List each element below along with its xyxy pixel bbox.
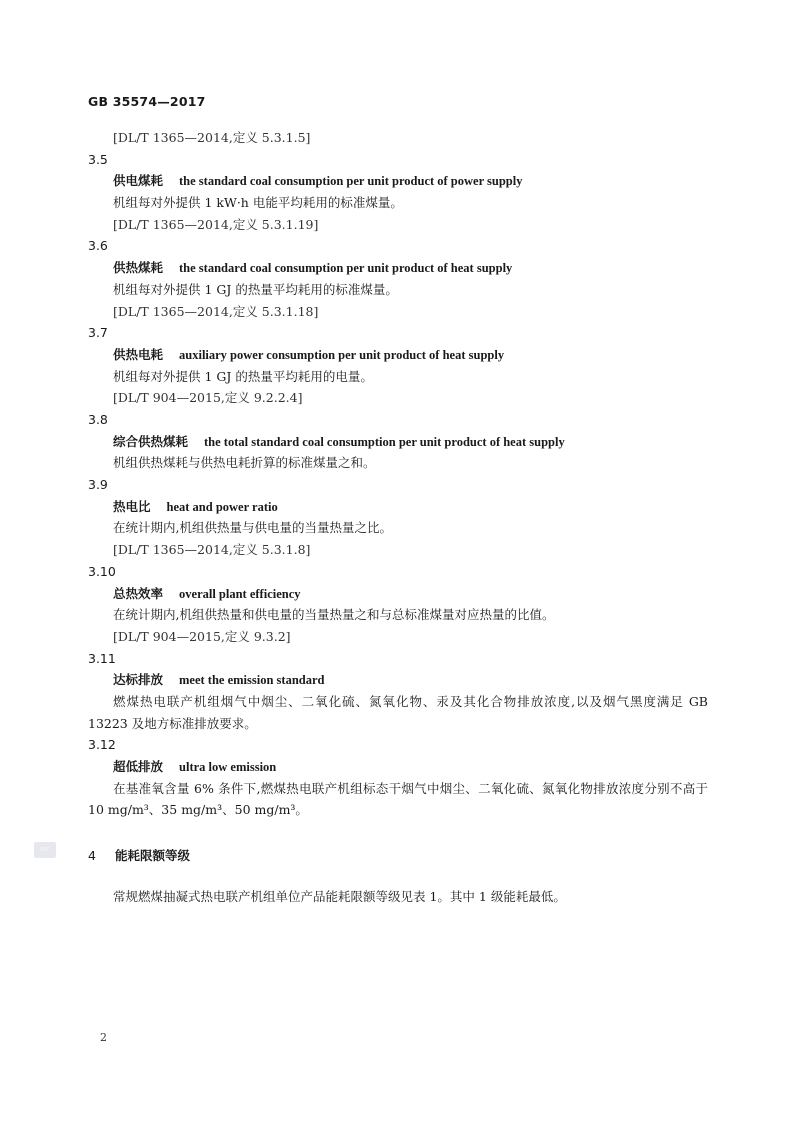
term-chinese: 供热电耗 [113, 346, 164, 362]
section-number: 4 [88, 848, 96, 863]
clause-number: 3.10 [88, 563, 116, 579]
term-entry [113, 257, 708, 279]
terms-content [88, 127, 708, 821]
clause-number: 3.9 [88, 477, 108, 493]
definition-reference: [DL/T 1365—2014,定义 5.3.1.8] [113, 542, 311, 558]
terms-list [88, 149, 708, 821]
term-definition: 机组每对外提供 1 GJ 的热量平均耗用的标准煤量。 [113, 281, 398, 297]
term-english: heat and power ratio [166, 499, 278, 514]
definition-reference: [DL/T 1365—2014,定义 5.3.1.19] [113, 216, 319, 232]
clause-number: 3.6 [88, 238, 108, 254]
definition-reference: [DL/T 904—2015,定义 9.3.2] [113, 628, 291, 644]
definition-reference: [DL/T 904—2015,定义 9.2.2.4] [113, 390, 303, 406]
watermark-logo: SPC [34, 842, 56, 858]
term-english: ultra low emission [179, 760, 277, 775]
term-definition: 机组供热煤耗与供热电耗折算的标准煤量之和。 [113, 455, 376, 471]
definition-reference: [DL/T 1365—2014,定义 5.3.1.5] [113, 130, 311, 145]
term-english: meet the emission standard [179, 673, 325, 688]
term-chinese: 热电比 [113, 498, 151, 514]
term-chinese: 综合供热煤耗 [113, 433, 189, 449]
clause-number: 3.12 [88, 737, 116, 753]
standard-code-header: GB 35574—2017 [88, 94, 206, 109]
page-number: 2 [100, 1031, 107, 1044]
term-chinese: 总热效率 [113, 585, 164, 601]
term-entry [113, 669, 708, 691]
term-entry [113, 496, 708, 518]
clause-number: 3.7 [88, 325, 108, 341]
term-definition: 机组每对外提供 1 GJ 的热量平均耗用的电量。 [113, 368, 373, 384]
term-english: overall plant efficiency [179, 586, 301, 601]
term-definition: 燃煤热电联产机组烟气中烟尘、二氧化硫、氮氧化物、汞及其化合物排放浓度,以及烟气黑度满足 GB 13223 及地方标准排放要求。 [88, 693, 708, 731]
term-english: the standard coal consumption per unit product of heat supply [179, 261, 513, 276]
section-title: 能耗限额等级 [115, 848, 191, 863]
clause-number: 3.5 [88, 151, 108, 167]
term-entry [113, 344, 708, 366]
term-chinese: 达标排放 [113, 672, 164, 688]
term-definition: 机组每对外提供 1 kW·h 电能平均耗用的标准煤量。 [113, 195, 403, 211]
section-heading [88, 846, 190, 864]
term-definition: 在统计期内,机组供热量和供电量的当量热量之和与总标准煤量对应热量的比值。 [113, 607, 555, 623]
section-paragraph: 常规燃煤抽凝式热电联产机组单位产品能耗限额等级见表 1。其中 1 级能耗最低。 [113, 889, 566, 904]
term-entry [113, 583, 708, 605]
clause-number: 3.11 [88, 650, 116, 666]
term-english: auxiliary power consumption per unit product of heat supply [179, 347, 505, 362]
term-chinese: 超低排放 [113, 759, 164, 775]
term-definition: 在统计期内,机组供热量与供电量的当量热量之比。 [113, 520, 392, 536]
term-definition: 在基准氧含量 6% 条件下,燃煤热电联产机组标态干烟气中烟尘、二氧化硫、氮氧化物排放浓度分别不高于 10 mg/m³、35 mg/m³、50 mg/m³。 [88, 780, 708, 818]
definition-reference: [DL/T 1365—2014,定义 5.3.1.18] [113, 303, 319, 319]
term-english: the total standard coal consumption per unit product of heat supply [204, 434, 565, 449]
term-chinese: 供热煤耗 [113, 260, 164, 276]
term-entry [113, 756, 708, 778]
term-english: the standard coal consumption per unit product of power supply [179, 174, 523, 189]
term-entry [113, 431, 708, 453]
term-entry [113, 170, 708, 192]
term-chinese: 供电煤耗 [113, 173, 164, 189]
clause-number: 3.8 [88, 411, 108, 427]
